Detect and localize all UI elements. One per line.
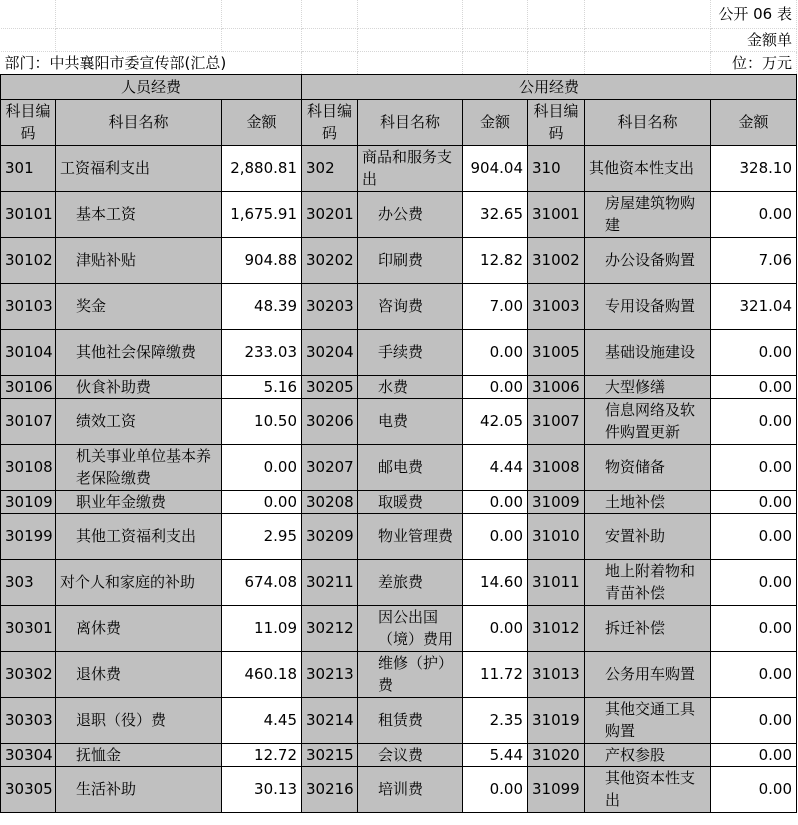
name-cell: 邮电费 <box>358 444 463 490</box>
code-cell: 30209 <box>302 513 358 559</box>
name-cell: 培训费 <box>358 766 463 812</box>
code-cell: 310 <box>528 145 585 191</box>
amount-cell: 0.00 <box>222 444 302 490</box>
blank-cell <box>358 28 463 51</box>
blank-cell <box>528 28 585 51</box>
code-cell: 30208 <box>302 490 358 513</box>
table-row <box>1 375 797 398</box>
table-row <box>1 513 797 559</box>
code-cell: 30107 <box>1 398 56 444</box>
blank-cell <box>585 0 711 28</box>
amount-cell: 32.65 <box>463 191 528 237</box>
code-cell: 30214 <box>302 697 358 743</box>
code-cell: 31009 <box>528 490 585 513</box>
code-cell: 30303 <box>1 697 56 743</box>
amount-cell: 328.10 <box>711 145 797 191</box>
name-cell: 安置补助 <box>585 513 711 559</box>
table-row <box>1 743 797 766</box>
name-cell: 物资储备 <box>585 444 711 490</box>
name-cell: 房屋建筑物购建 <box>585 191 711 237</box>
blank-cell <box>528 0 585 28</box>
name-cell: 咨询费 <box>358 283 463 329</box>
name-cell: 公务用车购置 <box>585 651 711 697</box>
blank-cell <box>302 51 358 74</box>
name-cell: 其他社会保障缴费 <box>56 329 222 375</box>
group-header-public: 公用经费 <box>302 74 797 99</box>
code-cell: 31001 <box>528 191 585 237</box>
amount-cell: 233.03 <box>222 329 302 375</box>
code-cell: 31020 <box>528 743 585 766</box>
name-cell: 绩效工资 <box>56 398 222 444</box>
form-number: 公开 06 表 <box>711 0 797 28</box>
table-row <box>1 651 797 697</box>
name-cell: 差旅费 <box>358 559 463 605</box>
col-header-amount: 金额 <box>222 99 302 145</box>
code-cell: 31099 <box>528 766 585 812</box>
code-cell: 31011 <box>528 559 585 605</box>
amount-cell: 11.09 <box>222 605 302 651</box>
name-cell: 其他交通工具购置 <box>585 697 711 743</box>
amount-cell: 12.72 <box>222 743 302 766</box>
code-cell: 30104 <box>1 329 56 375</box>
amount-cell: 12.82 <box>463 237 528 283</box>
col-header-code: 科目编码 <box>528 99 585 145</box>
name-cell: 基本工资 <box>56 191 222 237</box>
code-cell: 303 <box>1 559 56 605</box>
col-header-code: 科目编码 <box>302 99 358 145</box>
blank-cell <box>222 0 302 28</box>
code-cell: 31019 <box>528 697 585 743</box>
table-row <box>1 237 797 283</box>
code-cell: 30304 <box>1 743 56 766</box>
col-header-name: 科目名称 <box>56 99 222 145</box>
name-cell: 拆迁补偿 <box>585 605 711 651</box>
code-cell: 31007 <box>528 398 585 444</box>
name-cell: 因公出国（境）费用 <box>358 605 463 651</box>
code-cell: 30216 <box>302 766 358 812</box>
name-cell: 基础设施建设 <box>585 329 711 375</box>
amount-cell: 2,880.81 <box>222 145 302 191</box>
name-cell: 维修（护）费 <box>358 651 463 697</box>
name-cell: 物业管理费 <box>358 513 463 559</box>
blank-cell <box>56 0 222 28</box>
name-cell: 土地补偿 <box>585 490 711 513</box>
amount-cell: 0.00 <box>711 329 797 375</box>
unit-label-line2: 位：万元 <box>711 51 797 74</box>
amount-cell: 0.00 <box>711 697 797 743</box>
col-header-amount: 金额 <box>711 99 797 145</box>
name-cell: 津贴补贴 <box>56 237 222 283</box>
name-cell: 工资福利支出 <box>56 145 222 191</box>
name-cell: 职业年金缴费 <box>56 490 222 513</box>
code-cell: 30206 <box>302 398 358 444</box>
code-cell: 30302 <box>1 651 56 697</box>
amount-cell: 674.08 <box>222 559 302 605</box>
code-cell: 31010 <box>528 513 585 559</box>
name-cell: 抚恤金 <box>56 743 222 766</box>
table-row <box>1 697 797 743</box>
blank-cell <box>222 28 302 51</box>
code-cell: 30215 <box>302 743 358 766</box>
amount-cell: 4.45 <box>222 697 302 743</box>
code-cell: 30205 <box>302 375 358 398</box>
amount-cell: 0.00 <box>463 513 528 559</box>
table-row <box>1 191 797 237</box>
amount-cell: 30.13 <box>222 766 302 812</box>
amount-cell: 0.00 <box>711 191 797 237</box>
code-cell: 30207 <box>302 444 358 490</box>
amount-cell: 321.04 <box>711 283 797 329</box>
amount-cell: 4.44 <box>463 444 528 490</box>
amount-cell: 7.06 <box>711 237 797 283</box>
code-cell: 30109 <box>1 490 56 513</box>
code-cell: 30199 <box>1 513 56 559</box>
code-cell: 30103 <box>1 283 56 329</box>
name-cell: 机关事业单位基本养老保险缴费 <box>56 444 222 490</box>
blank-cell <box>56 28 222 51</box>
amount-cell: 904.88 <box>222 237 302 283</box>
code-cell: 30305 <box>1 766 56 812</box>
code-cell: 31012 <box>528 605 585 651</box>
amount-cell: 0.00 <box>711 375 797 398</box>
code-cell: 301 <box>1 145 56 191</box>
blank-cell <box>1 0 56 28</box>
col-header-name: 科目名称 <box>358 99 463 145</box>
table-row <box>1 490 797 513</box>
name-cell: 奖金 <box>56 283 222 329</box>
amount-cell: 2.35 <box>463 697 528 743</box>
blank-cell <box>585 51 711 74</box>
code-cell: 30201 <box>302 191 358 237</box>
amount-cell: 11.72 <box>463 651 528 697</box>
code-cell: 30102 <box>1 237 56 283</box>
code-cell: 30202 <box>302 237 358 283</box>
department-label: 部门：中共襄阳市委宣传部(汇总) <box>1 51 302 74</box>
table-row <box>1 283 797 329</box>
table-row <box>1 444 797 490</box>
name-cell: 取暖费 <box>358 490 463 513</box>
blank-cell <box>358 0 463 28</box>
amount-cell: 42.05 <box>463 398 528 444</box>
blank-cell <box>463 0 528 28</box>
amount-cell: 0.00 <box>711 605 797 651</box>
table-row <box>1 605 797 651</box>
blank-cell <box>463 28 528 51</box>
blank-cell <box>302 28 358 51</box>
amount-cell: 0.00 <box>463 329 528 375</box>
amount-cell: 0.00 <box>711 559 797 605</box>
amount-cell: 0.00 <box>711 743 797 766</box>
amount-cell: 0.00 <box>222 490 302 513</box>
name-cell: 退休费 <box>56 651 222 697</box>
code-cell: 31013 <box>528 651 585 697</box>
name-cell: 其他工资福利支出 <box>56 513 222 559</box>
amount-cell: 7.00 <box>463 283 528 329</box>
code-cell: 31003 <box>528 283 585 329</box>
name-cell: 水费 <box>358 375 463 398</box>
blank-cell <box>585 28 711 51</box>
amount-cell: 0.00 <box>463 375 528 398</box>
code-cell: 30108 <box>1 444 56 490</box>
name-cell: 商品和服务支出 <box>358 145 463 191</box>
group-header-personnel: 人员经费 <box>1 74 302 99</box>
blank-cell <box>358 51 463 74</box>
name-cell: 电费 <box>358 398 463 444</box>
code-cell: 302 <box>302 145 358 191</box>
amount-cell: 0.00 <box>711 513 797 559</box>
amount-cell: 0.00 <box>463 766 528 812</box>
amount-cell: 0.00 <box>711 766 797 812</box>
code-cell: 30211 <box>302 559 358 605</box>
code-cell: 30204 <box>302 329 358 375</box>
table-row <box>1 559 797 605</box>
amount-cell: 5.44 <box>463 743 528 766</box>
amount-cell: 0.00 <box>463 605 528 651</box>
col-header-amount: 金额 <box>463 99 528 145</box>
code-cell: 31002 <box>528 237 585 283</box>
name-cell: 办公费 <box>358 191 463 237</box>
name-cell: 会议费 <box>358 743 463 766</box>
code-cell: 30301 <box>1 605 56 651</box>
name-cell: 大型修缮 <box>585 375 711 398</box>
name-cell: 信息网络及软件购置更新 <box>585 398 711 444</box>
amount-cell: 904.04 <box>463 145 528 191</box>
unit-label-line1: 金额单 <box>711 28 797 51</box>
code-cell: 30203 <box>302 283 358 329</box>
amount-cell: 48.39 <box>222 283 302 329</box>
code-cell: 30212 <box>302 605 358 651</box>
table-row <box>1 329 797 375</box>
name-cell: 专用设备购置 <box>585 283 711 329</box>
code-cell: 31006 <box>528 375 585 398</box>
amount-cell: 0.00 <box>711 444 797 490</box>
amount-cell: 1,675.91 <box>222 191 302 237</box>
name-cell: 其他资本性支出 <box>585 145 711 191</box>
table-row <box>1 145 797 191</box>
name-cell: 地上附着物和青苗补偿 <box>585 559 711 605</box>
amount-cell: 0.00 <box>711 651 797 697</box>
blank-cell <box>1 28 56 51</box>
name-cell: 租赁费 <box>358 697 463 743</box>
col-header-name: 科目名称 <box>585 99 711 145</box>
name-cell: 其他资本性支出 <box>585 766 711 812</box>
amount-cell: 10.50 <box>222 398 302 444</box>
code-cell: 31005 <box>528 329 585 375</box>
code-cell: 31008 <box>528 444 585 490</box>
name-cell: 生活补助 <box>56 766 222 812</box>
name-cell: 退职（役）费 <box>56 697 222 743</box>
blank-cell <box>528 51 585 74</box>
name-cell: 手续费 <box>358 329 463 375</box>
code-cell: 30101 <box>1 191 56 237</box>
col-header-code: 科目编码 <box>1 99 56 145</box>
table-row <box>1 398 797 444</box>
amount-cell: 0.00 <box>463 490 528 513</box>
code-cell: 30106 <box>1 375 56 398</box>
name-cell: 产权参股 <box>585 743 711 766</box>
amount-cell: 5.16 <box>222 375 302 398</box>
amount-cell: 460.18 <box>222 651 302 697</box>
blank-cell <box>302 0 358 28</box>
amount-cell: 14.60 <box>463 559 528 605</box>
amount-cell: 2.95 <box>222 513 302 559</box>
name-cell: 印刷费 <box>358 237 463 283</box>
blank-cell <box>463 51 528 74</box>
amount-cell: 0.00 <box>711 490 797 513</box>
name-cell: 伙食补助费 <box>56 375 222 398</box>
name-cell: 办公设备购置 <box>585 237 711 283</box>
name-cell: 离休费 <box>56 605 222 651</box>
name-cell: 对个人和家庭的补助 <box>56 559 222 605</box>
code-cell: 30213 <box>302 651 358 697</box>
table-row <box>1 766 797 812</box>
amount-cell: 0.00 <box>711 398 797 444</box>
